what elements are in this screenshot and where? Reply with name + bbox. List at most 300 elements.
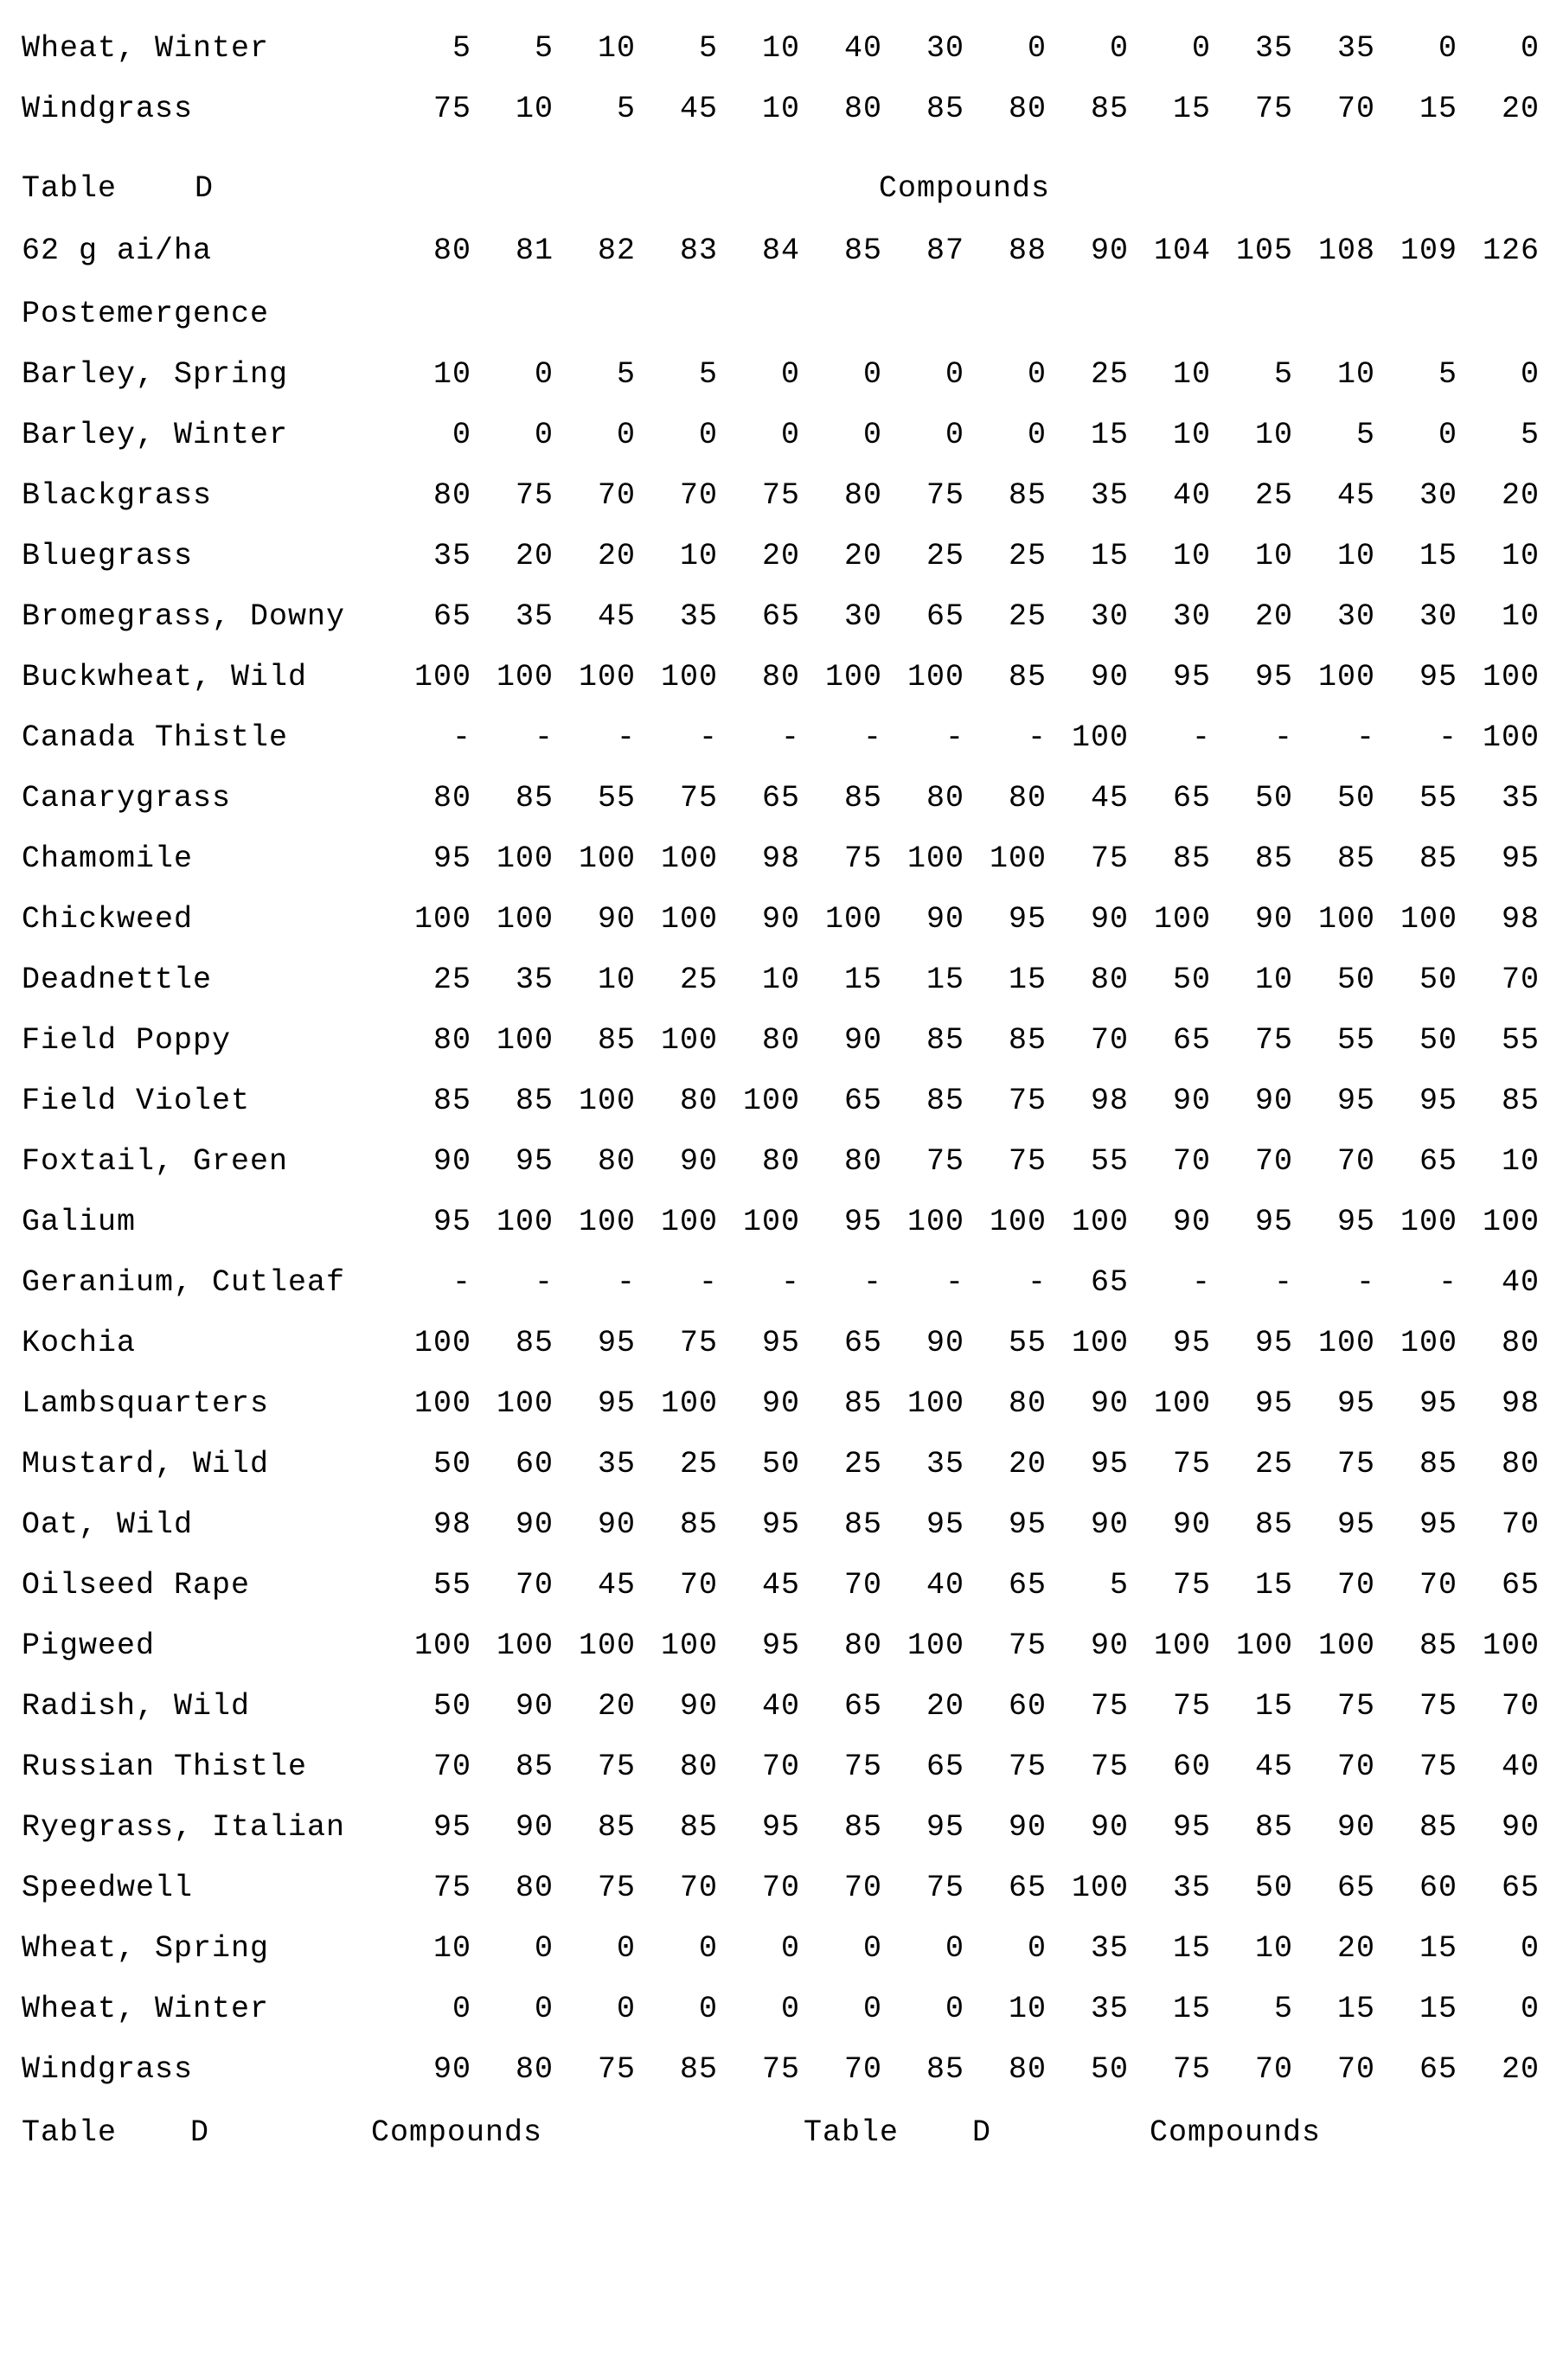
row-value: 15: [1419, 1992, 1457, 2026]
row-value: 10: [432, 1931, 471, 1966]
row-value: 85: [843, 1386, 882, 1421]
row-value: 75: [1008, 1084, 1047, 1118]
compound-number: 83: [679, 234, 718, 268]
row-value: 5: [1355, 418, 1375, 452]
row-value: 80: [843, 478, 882, 513]
row-value: 95: [597, 1386, 636, 1421]
row-value: 100: [906, 1628, 964, 1663]
row-value: 95: [761, 1507, 800, 1542]
table-row: [22, 2054, 1563, 2114]
row-value: 80: [926, 781, 964, 816]
row-value: 100: [742, 1084, 800, 1118]
row-value: -: [452, 1265, 471, 1300]
compound-number: 84: [761, 234, 800, 268]
row-value: 15: [1419, 539, 1457, 573]
row-value: 25: [679, 963, 718, 997]
row-value: 100: [906, 660, 964, 694]
row-value: 95: [1419, 660, 1457, 694]
row-value: 75: [1090, 841, 1129, 876]
row-value: -: [1355, 1265, 1375, 1300]
row-value: 5: [1438, 357, 1457, 392]
row-value: 75: [1254, 1023, 1293, 1058]
row-value: 35: [1090, 1992, 1129, 2026]
row-value: 90: [1090, 1386, 1129, 1421]
row-value: 85: [843, 1507, 882, 1542]
row-value: 85: [1419, 841, 1457, 876]
row-value: 65: [1090, 1265, 1129, 1300]
row-value: 100: [1153, 902, 1211, 937]
row-value: -: [780, 720, 800, 755]
row-value: 85: [1254, 1507, 1293, 1542]
row-value: 65: [1501, 1871, 1540, 1905]
row-value: 75: [1419, 1750, 1457, 1784]
row-value: 100: [1071, 720, 1129, 755]
row-value: 20: [1008, 1447, 1047, 1481]
row-value: 10: [761, 31, 800, 66]
row-value: 45: [1090, 781, 1129, 816]
row-value: 85: [926, 1023, 964, 1058]
row-value: 0: [780, 357, 800, 392]
row-value: 0: [862, 418, 882, 452]
row-value: 40: [1172, 478, 1211, 513]
table-row: [22, 93, 1563, 154]
row-value: 0: [534, 1992, 554, 2026]
row-label: Bluegrass: [22, 539, 194, 573]
row-value: 10: [1336, 357, 1375, 392]
row-value: 100: [989, 1205, 1047, 1239]
row-value: 35: [432, 539, 471, 573]
row-value: 100: [413, 1628, 471, 1663]
row-label: Wheat, Winter: [22, 31, 270, 66]
row-value: 95: [432, 1205, 471, 1239]
row-value: 65: [761, 781, 800, 816]
row-value: 0: [945, 357, 964, 392]
row-value: 90: [1090, 1810, 1129, 1845]
row-value: 70: [843, 1568, 882, 1603]
table-row: [22, 662, 1563, 722]
table-row: [22, 1388, 1563, 1449]
row-value: 55: [1008, 1326, 1047, 1360]
row-value: 65: [843, 1326, 882, 1360]
row-value: 50: [1336, 781, 1375, 816]
row-value: -: [862, 1265, 882, 1300]
row-value: -: [1027, 1265, 1047, 1300]
row-value: 95: [761, 1326, 800, 1360]
row-value: 30: [843, 599, 882, 634]
footer-table-title-left: Table: [22, 2115, 118, 2150]
row-value: 100: [660, 841, 718, 876]
row-value: 75: [432, 92, 471, 126]
table-row: [22, 1267, 1563, 1328]
row-value: 20: [597, 1689, 636, 1724]
row-value: 5: [1520, 418, 1540, 452]
row-value: 85: [1172, 841, 1211, 876]
row-value: 85: [1419, 1810, 1457, 1845]
row-value: 80: [761, 1144, 800, 1179]
row-value: 25: [1254, 478, 1293, 513]
row-value: 45: [761, 1568, 800, 1603]
row-value: 65: [432, 599, 471, 634]
row-value: 90: [926, 1326, 964, 1360]
row-value: 75: [515, 478, 554, 513]
row-value: 70: [1501, 963, 1540, 997]
row-value: 5: [1273, 1992, 1293, 2026]
row-value: 75: [926, 1144, 964, 1179]
species-data-rows: [22, 359, 1563, 2114]
row-value: 50: [1336, 963, 1375, 997]
row-value: -: [862, 720, 882, 755]
table-row: [22, 1630, 1563, 1691]
row-value: 5: [698, 357, 718, 392]
row-value: -: [780, 1265, 800, 1300]
row-value: 0: [945, 1931, 964, 1966]
row-value: 10: [1501, 539, 1540, 573]
row-value: 25: [1008, 599, 1047, 634]
row-value: 80: [843, 92, 882, 126]
row-value: 95: [1172, 1326, 1211, 1360]
row-value: 40: [761, 1689, 800, 1724]
row-value: 35: [926, 1447, 964, 1481]
table-row: [22, 1933, 1563, 1993]
row-value: 100: [660, 1023, 718, 1058]
row-value: 95: [843, 1205, 882, 1239]
row-value: 5: [698, 31, 718, 66]
row-value: 100: [578, 660, 636, 694]
row-value: 85: [597, 1023, 636, 1058]
row-value: -: [698, 1265, 718, 1300]
row-label: Lambsquarters: [22, 1386, 270, 1421]
row-value: 98: [1090, 1084, 1129, 1118]
compound-number: 80: [432, 234, 471, 268]
row-value: 10: [761, 963, 800, 997]
row-value: 100: [578, 841, 636, 876]
compound-number: 104: [1153, 234, 1211, 268]
row-value: -: [1355, 720, 1375, 755]
row-value: 20: [926, 1689, 964, 1724]
row-value: 30: [1419, 599, 1457, 634]
row-value: 0: [862, 1931, 882, 1966]
row-value: 70: [679, 478, 718, 513]
row-value: -: [534, 1265, 554, 1300]
row-value: 0: [616, 1931, 636, 1966]
row-value: 100: [496, 1386, 554, 1421]
row-value: 5: [616, 92, 636, 126]
table-title-group: [22, 173, 389, 204]
table-row: [22, 904, 1563, 964]
row-value: 80: [843, 1628, 882, 1663]
row-value: 55: [597, 781, 636, 816]
row-value: 55: [1419, 781, 1457, 816]
row-value: 80: [1501, 1447, 1540, 1481]
row-value: 15: [1090, 418, 1129, 452]
row-value: 90: [1172, 1205, 1211, 1239]
row-value: 50: [1419, 963, 1457, 997]
row-value: 85: [1090, 92, 1129, 126]
row-value: 0: [534, 1931, 554, 1966]
compound-number: 82: [597, 234, 636, 268]
row-value: 100: [1482, 720, 1540, 755]
row-label: Ryegrass, Italian: [22, 1810, 346, 1845]
row-value: 75: [926, 478, 964, 513]
row-value: 70: [1336, 1750, 1375, 1784]
row-value: 95: [761, 1628, 800, 1663]
row-value: 80: [597, 1144, 636, 1179]
row-value: 15: [1419, 1931, 1457, 1966]
row-value: 10: [1254, 418, 1293, 452]
row-value: 75: [1254, 92, 1293, 126]
row-value: 30: [1090, 599, 1129, 634]
table-row: [22, 359, 1563, 419]
row-value: 90: [1090, 1507, 1129, 1542]
row-value: 70: [515, 1568, 554, 1603]
row-value: 25: [1254, 1447, 1293, 1481]
table-row: [22, 722, 1563, 783]
row-value: 95: [761, 1810, 800, 1845]
row-value: 70: [1501, 1507, 1540, 1542]
row-label: Windgrass: [22, 2052, 194, 2087]
row-value: 80: [761, 660, 800, 694]
row-value: 90: [1336, 1810, 1375, 1845]
row-value: 95: [1419, 1507, 1457, 1542]
row-value: 95: [1172, 1810, 1211, 1845]
row-value: 50: [1254, 781, 1293, 816]
row-value: 75: [597, 2052, 636, 2087]
row-value: 0: [945, 1992, 964, 2026]
row-value: 35: [1090, 1931, 1129, 1966]
row-value: 90: [1090, 660, 1129, 694]
row-value: 0: [698, 1992, 718, 2026]
row-value: -: [534, 720, 554, 755]
row-value: 70: [843, 2052, 882, 2087]
row-value: 75: [1172, 1447, 1211, 1481]
row-value: 100: [906, 841, 964, 876]
row-value: -: [452, 720, 471, 755]
row-value: 95: [597, 1326, 636, 1360]
row-value: 98: [432, 1507, 471, 1542]
row-value: 75: [843, 841, 882, 876]
row-value: 70: [761, 1871, 800, 1905]
row-value: 50: [1254, 1871, 1293, 1905]
row-value: 100: [660, 902, 718, 937]
compound-number: 126: [1482, 234, 1540, 268]
row-value: 85: [679, 1810, 718, 1845]
row-value: 5: [534, 31, 554, 66]
row-value: 10: [679, 539, 718, 573]
table-row: [22, 601, 1563, 662]
row-value: 60: [515, 1447, 554, 1481]
row-value: 100: [1071, 1871, 1129, 1905]
row-value: 100: [413, 1326, 471, 1360]
section-label: Postemergence: [22, 297, 270, 331]
row-value: -: [1273, 720, 1293, 755]
row-value: 15: [1254, 1568, 1293, 1603]
row-value: 100: [578, 1205, 636, 1239]
row-value: 35: [1090, 478, 1129, 513]
row-value: 85: [515, 1750, 554, 1784]
row-value: 20: [1501, 2052, 1540, 2087]
row-value: 30: [1419, 478, 1457, 513]
row-value: 10: [1254, 539, 1293, 573]
row-value: 0: [534, 418, 554, 452]
row-value: 90: [843, 1023, 882, 1058]
footer-table-letter-right: D: [972, 2115, 992, 2150]
row-value: 10: [1008, 1992, 1047, 2026]
row-value: 100: [1235, 1628, 1293, 1663]
row-value: 100: [660, 1386, 718, 1421]
row-value: 90: [515, 1810, 554, 1845]
row-label: Kochia: [22, 1326, 137, 1360]
row-value: 85: [843, 781, 882, 816]
row-value: 35: [1501, 781, 1540, 816]
row-label: Oat, Wild: [22, 1507, 194, 1542]
row-value: 100: [496, 1205, 554, 1239]
row-value: 35: [1336, 31, 1375, 66]
row-value: 65: [926, 1750, 964, 1784]
row-value: 25: [1090, 357, 1129, 392]
row-value: 25: [432, 963, 471, 997]
row-value: 65: [1419, 1144, 1457, 1179]
row-value: 75: [1172, 1568, 1211, 1603]
row-value: 100: [496, 1628, 554, 1663]
row-label: Windgrass: [22, 92, 194, 126]
row-value: 65: [1419, 2052, 1457, 2087]
compound-number: 90: [1090, 234, 1129, 268]
row-value: 90: [515, 1689, 554, 1724]
row-value: 70: [1336, 1568, 1375, 1603]
row-value: 70: [1172, 1144, 1211, 1179]
row-value: 60: [1008, 1689, 1047, 1724]
row-value: 80: [1501, 1326, 1540, 1360]
row-label: Pigweed: [22, 1628, 156, 1663]
row-value: 80: [679, 1084, 718, 1118]
row-value: 98: [1501, 1386, 1540, 1421]
row-value: -: [1027, 720, 1047, 755]
row-value: 15: [1008, 963, 1047, 997]
row-value: 65: [1008, 1871, 1047, 1905]
row-value: 80: [1008, 781, 1047, 816]
row-value: 85: [1008, 1023, 1047, 1058]
row-value: 90: [761, 902, 800, 937]
row-value: 90: [679, 1689, 718, 1724]
row-label: Canarygrass: [22, 781, 232, 816]
row-value: 95: [1419, 1084, 1457, 1118]
row-label: Foxtail, Green: [22, 1144, 289, 1179]
row-value: 10: [432, 357, 471, 392]
row-value: 15: [1172, 92, 1211, 126]
row-value: 100: [578, 1084, 636, 1118]
row-value: 65: [843, 1689, 882, 1724]
row-value: 100: [413, 660, 471, 694]
row-value: 90: [761, 1386, 800, 1421]
row-value: 55: [1501, 1023, 1540, 1058]
table-row: [22, 33, 1563, 93]
compound-number: 87: [926, 234, 964, 268]
row-value: 90: [1090, 1628, 1129, 1663]
table-title: Table: [22, 171, 118, 206]
row-value: 40: [843, 31, 882, 66]
table-row: [22, 1872, 1563, 1933]
row-label: Chickweed: [22, 902, 194, 937]
row-value: 100: [1482, 660, 1540, 694]
row-value: 95: [1336, 1084, 1375, 1118]
row-value: 100: [1482, 1628, 1540, 1663]
row-value: 50: [432, 1689, 471, 1724]
row-value: 30: [926, 31, 964, 66]
row-value: 95: [1254, 1386, 1293, 1421]
row-value: 80: [1008, 1386, 1047, 1421]
row-value: 100: [1153, 1628, 1211, 1663]
row-value: 95: [432, 841, 471, 876]
row-value: 65: [843, 1084, 882, 1118]
row-value: 90: [1090, 902, 1129, 937]
row-value: 80: [432, 781, 471, 816]
table-letter: D: [195, 171, 215, 206]
row-value: 100: [660, 1628, 718, 1663]
row-value: 45: [1336, 478, 1375, 513]
row-value: 100: [824, 902, 882, 937]
row-value: 15: [1254, 1689, 1293, 1724]
row-value: -: [1191, 1265, 1211, 1300]
row-value: 90: [515, 1507, 554, 1542]
row-value: 10: [1254, 963, 1293, 997]
row-value: 85: [1254, 841, 1293, 876]
row-value: 10: [597, 31, 636, 66]
row-value: 100: [1400, 1205, 1457, 1239]
row-value: 70: [761, 1750, 800, 1784]
row-value: 85: [515, 1326, 554, 1360]
row-value: 100: [1317, 1628, 1375, 1663]
row-value: 100: [578, 1628, 636, 1663]
row-value: 75: [1008, 1144, 1047, 1179]
row-value: 30: [1172, 599, 1211, 634]
row-value: 0: [1027, 31, 1047, 66]
row-label: Barley, Spring: [22, 357, 289, 392]
table-row: [22, 1691, 1563, 1751]
row-value: 70: [432, 1750, 471, 1784]
row-value: 55: [1336, 1023, 1375, 1058]
table-row: [22, 1509, 1563, 1570]
row-value: 0: [698, 1931, 718, 1966]
row-value: 45: [1254, 1750, 1293, 1784]
row-value: 0: [616, 1992, 636, 2026]
row-value: 100: [496, 841, 554, 876]
row-label: Deadnettle: [22, 963, 213, 997]
row-value: 75: [597, 1871, 636, 1905]
row-value: 10: [1336, 539, 1375, 573]
row-value: 10: [1254, 1931, 1293, 1966]
compound-number: 85: [843, 234, 882, 268]
row-value: 0: [780, 1931, 800, 1966]
row-value: 100: [413, 1386, 471, 1421]
footer-compounds-right: Compounds: [1150, 2115, 1322, 2150]
table-row: [22, 419, 1563, 480]
table-row: [22, 1812, 1563, 1872]
row-value: 98: [761, 841, 800, 876]
compound-number: 81: [515, 234, 554, 268]
table-row: [22, 1206, 1563, 1267]
row-value: -: [616, 720, 636, 755]
table-row: [22, 235, 1563, 296]
table-d-header: [22, 173, 1563, 234]
row-value: -: [945, 1265, 964, 1300]
row-value: 65: [1008, 1568, 1047, 1603]
row-value: 95: [432, 1810, 471, 1845]
row-value: 10: [1172, 539, 1211, 573]
row-value: 100: [1400, 1326, 1457, 1360]
row-value: 75: [761, 478, 800, 513]
row-value: -: [616, 1265, 636, 1300]
row-value: 15: [1336, 1992, 1375, 2026]
